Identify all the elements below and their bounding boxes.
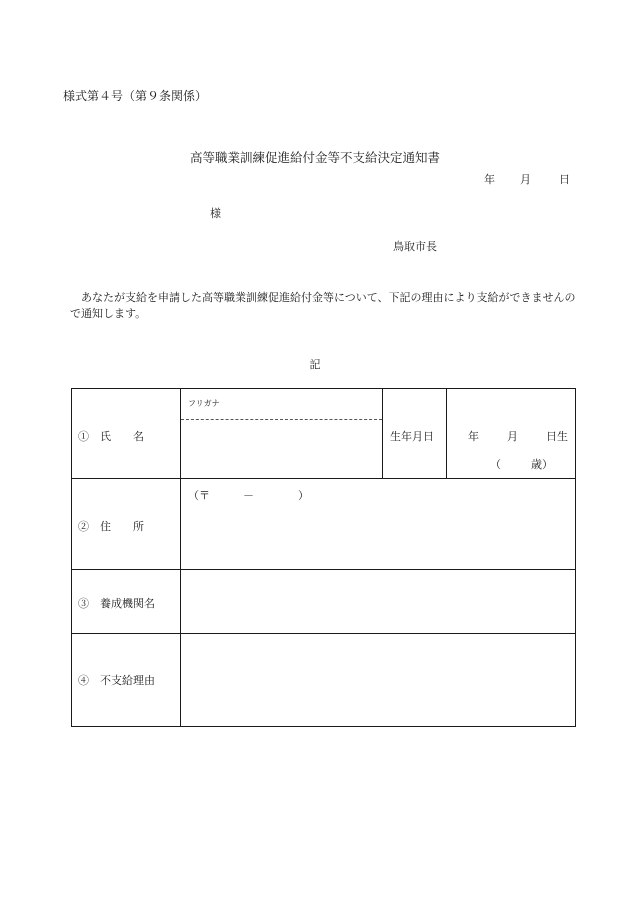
- birthdate-label: 生年月日: [390, 430, 434, 443]
- date-year-label: 年: [484, 173, 495, 186]
- address-label: ② 住 所: [78, 520, 144, 533]
- row-divider: [72, 633, 575, 634]
- age-open: （: [490, 458, 501, 471]
- birth-column-divider: [446, 389, 447, 479]
- non-payment-reason-label: ④ 不支給理由: [78, 674, 155, 687]
- name-label: ① 氏 名: [78, 430, 144, 443]
- row-divider: [72, 478, 575, 479]
- age-label: 歳）: [531, 458, 553, 471]
- info-table: [71, 388, 576, 727]
- birth-month-label: 月: [507, 430, 518, 443]
- postal-code-field: （〒 － ）: [188, 489, 309, 502]
- label-column-divider: [180, 389, 181, 726]
- notice-body-text: あなたが支給を申請した高等職業訓練促進給付金等について、下記の理由により支給ができませんので通知します。: [70, 291, 576, 320]
- birth-day-label: 日生: [546, 430, 568, 443]
- row-divider: [72, 569, 575, 570]
- ki-heading: 記: [309, 358, 321, 371]
- document-title: 高等職業訓練促進給付金等不支給決定通知書: [189, 150, 440, 165]
- training-institution-label: ③ 養成機関名: [78, 597, 155, 610]
- date-day-label: 日: [559, 173, 570, 186]
- furigana-divider: [181, 419, 382, 420]
- date-month-label: 月: [520, 173, 531, 186]
- addressee-suffix: 様: [210, 207, 221, 220]
- issuer-name: 鳥取市長: [393, 240, 437, 253]
- form-number: 様式第４号（第９条関係）: [63, 89, 208, 103]
- birth-year-label: 年: [468, 430, 479, 443]
- birth-column-divider: [382, 389, 383, 479]
- furigana-label: フリガナ: [188, 399, 220, 408]
